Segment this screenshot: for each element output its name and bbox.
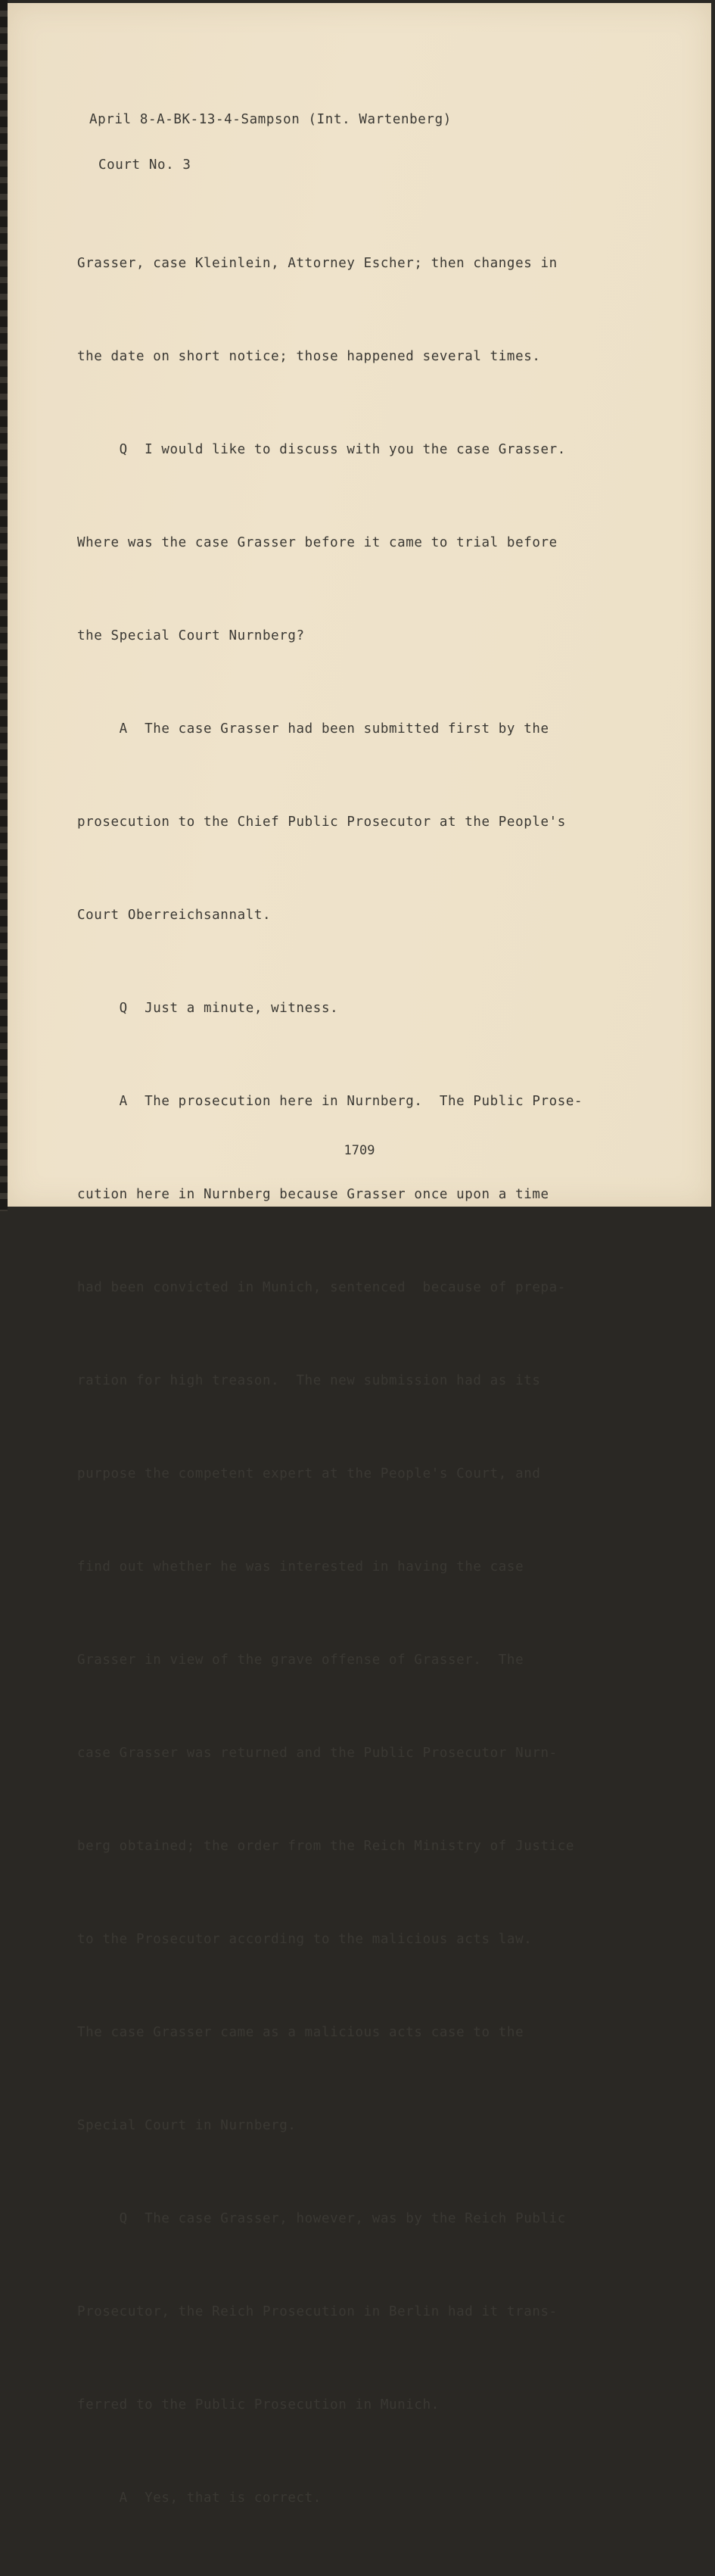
binder-edge	[0, 0, 8, 1211]
body-line: find out whether he was interested in having the case	[77, 1559, 524, 1575]
body-line: berg obtained; the order from the Reich Ministry of Justice	[77, 1839, 575, 1854]
body-line: the date on short notice; those happened several times.	[77, 349, 541, 364]
header-court-line: Court No. 3	[98, 157, 191, 173]
body-line: case Grasser was returned and the Public Prosecutor Nurn-	[77, 1746, 558, 1761]
body-line: prosecution to the Chief Public Prosecutor at the People's	[77, 815, 566, 830]
body-line: had been convicted in Munich, sentenced because of prepa-	[77, 1280, 566, 1295]
body-line: Where was the case Grasser before it came to trial before	[77, 535, 558, 550]
body-line: Court Oberreichsannalt.	[77, 908, 272, 923]
question-line: Q I would like to discuss with you the case Grasser.	[77, 442, 566, 457]
question-line: Q Just a minute, witness.	[77, 1001, 339, 1016]
transcript-header	[89, 82, 452, 203]
body-line: ration for high treason. The new submission had as its	[77, 1373, 541, 1388]
answer-line: A Yes, that is correct.	[77, 2490, 322, 2506]
body-line: the Special Court Nurnberg?	[77, 628, 305, 643]
body-line: Grasser in view of the grave offense of Grasser. The	[77, 1652, 524, 1668]
body-line: The case Grasser came as a malicious acts case to the	[77, 2025, 524, 2040]
header-session-line: April 8-A-BK-13-4-Sampson (Int. Wartenberg)	[89, 112, 452, 127]
body-line: purpose the competent expert at the People's Court, and	[77, 1466, 541, 1481]
answer-line: A The case Grasser had been submitted first by the	[77, 721, 549, 737]
answer-line: A The prosecution here in Nurnberg. The Public Prose-	[77, 1094, 583, 1109]
body-line: Special Court in Nurnberg.	[77, 2118, 297, 2133]
body-line: cution here in Nurnberg because Grasser once upon a time	[77, 1187, 549, 1202]
page-number: 1709	[344, 1143, 375, 1158]
body-line: Prosecutor, the Reich Prosecution in Berlin had it trans-	[77, 2304, 558, 2319]
body-line: to the Prosecutor according to the malicious acts law.	[77, 1932, 533, 1947]
body-line: ferred to the Public Prosecution in Munich.	[77, 2397, 440, 2412]
transcript-body	[77, 186, 583, 2576]
question-line: Q The case Grasser, however, was by the Reich Public	[77, 2211, 566, 2226]
document-page	[8, 3, 711, 2506]
body-line: Grasser, case Kleinlein, Attorney Escher; then changes in	[77, 256, 558, 271]
